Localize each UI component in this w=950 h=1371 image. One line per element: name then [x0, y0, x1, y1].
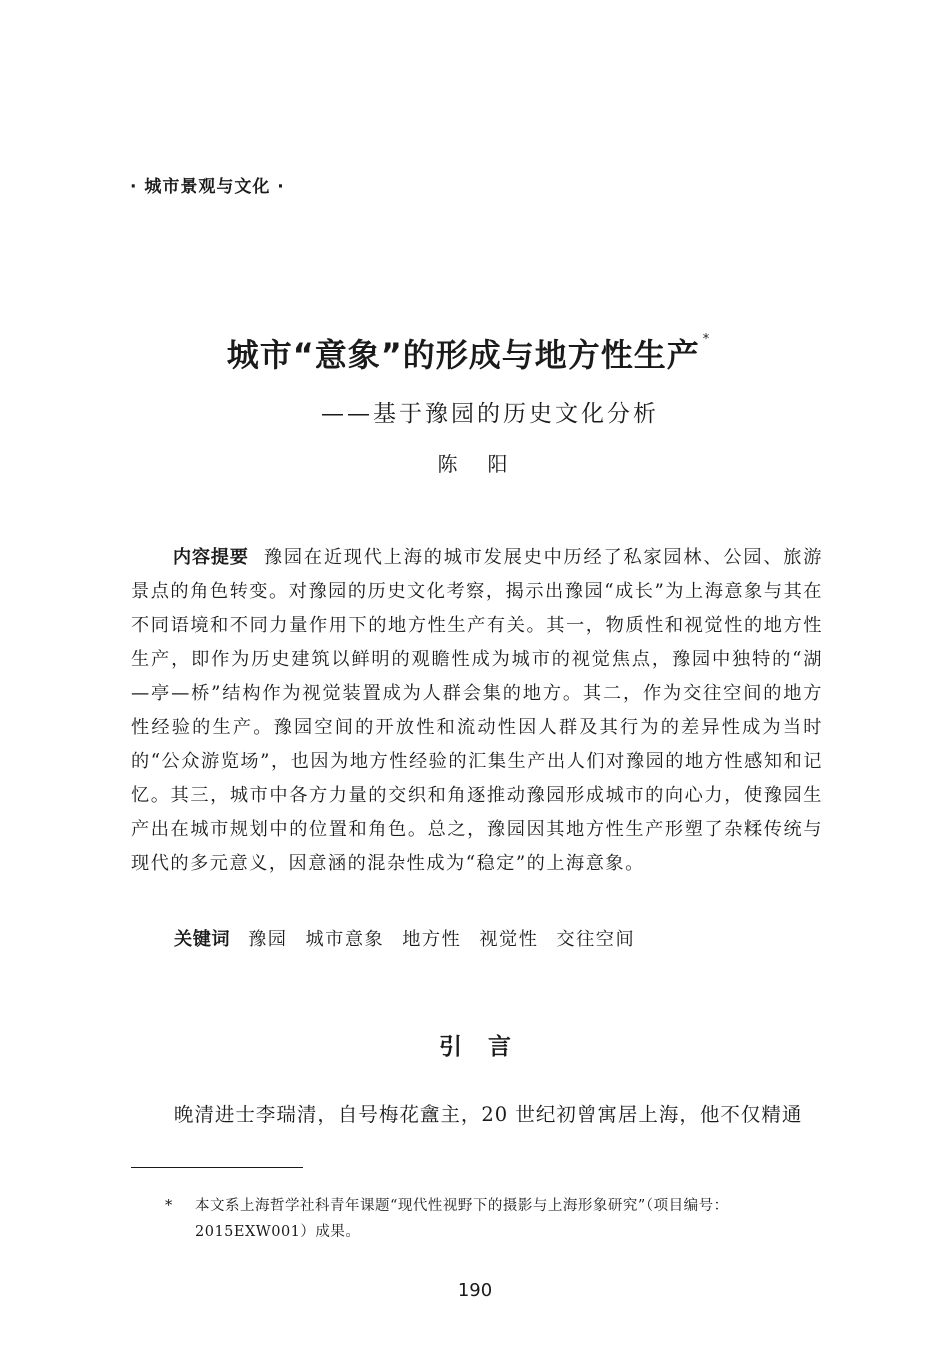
- footnote-divider: [131, 1167, 303, 1168]
- keyword-item: 视觉性: [479, 929, 539, 950]
- footnote: [165, 1193, 825, 1245]
- body-paragraph: 晚清进士李瑞清，自号梅花盦主，20 世纪初曾寓居上海，他不仅精通: [173, 1103, 803, 1126]
- keywords-row: [174, 925, 635, 951]
- keyword-item: 交往空间: [556, 929, 636, 950]
- footnote-mark: *: [165, 1198, 173, 1214]
- article-title-text: 城市“意象”的形成与地方性生产: [226, 336, 700, 374]
- author-name: 陈阳: [437, 452, 538, 476]
- keyword-item: 豫园: [248, 929, 288, 950]
- title-note-mark: *: [702, 332, 711, 347]
- keyword-item: 城市意象: [305, 929, 385, 950]
- abstract-paragraph: [131, 541, 823, 881]
- article-title: [226, 330, 711, 376]
- keywords-label: 关键词: [174, 929, 231, 950]
- page-number: 190: [457, 1280, 493, 1301]
- keyword-item: 地方性: [402, 929, 462, 950]
- title-block: [0, 330, 950, 376]
- section-label: · 城市景观与文化 ·: [130, 177, 285, 197]
- abstract-text: 豫园在近现代上海的城市发展史中历经了私家园林、公园、旅游景点的角色转变。对豫园的历史文化考察，揭示出豫园“成长”为上海意象与其在不同语境和不同力量作用下的地方性生产有关。其一，物质性和视觉性的地方性生产，即作为历史建筑以鲜明的观瞻性成为城市的视觉焦点，豫园中独特的“湖—亭—桥”结构作为视觉装置成为人群会集的地方。其二，作为交往空间的地方性经验的生产。豫园空间的开放性和流动性因人群及其行为的差异性成为当时的“公众游览场”，也因为地方性经验的汇集生产出人们对豫园的地方性感知和记忆。其三，城市中各方力量的交织和角逐推动豫园形成城市的向心力，使豫园生产出在城市规划中的位置和角色。总之，豫园因其地方性生产形塑了杂糅传统与现代的多元意义，因意涵的混杂性成为“稳定”的上海意象。: [131, 547, 823, 874]
- section-heading: 引言: [439, 1033, 537, 1060]
- article-subtitle: ——基于豫园的历史文化分析: [321, 401, 659, 427]
- abstract-label: 内容提要: [172, 547, 249, 568]
- footnote-text: 本文系上海哲学社科青年课题“现代性视野下的摄影与上海形象研究”（项目编号：2015EXW001）成果。: [195, 1198, 729, 1240]
